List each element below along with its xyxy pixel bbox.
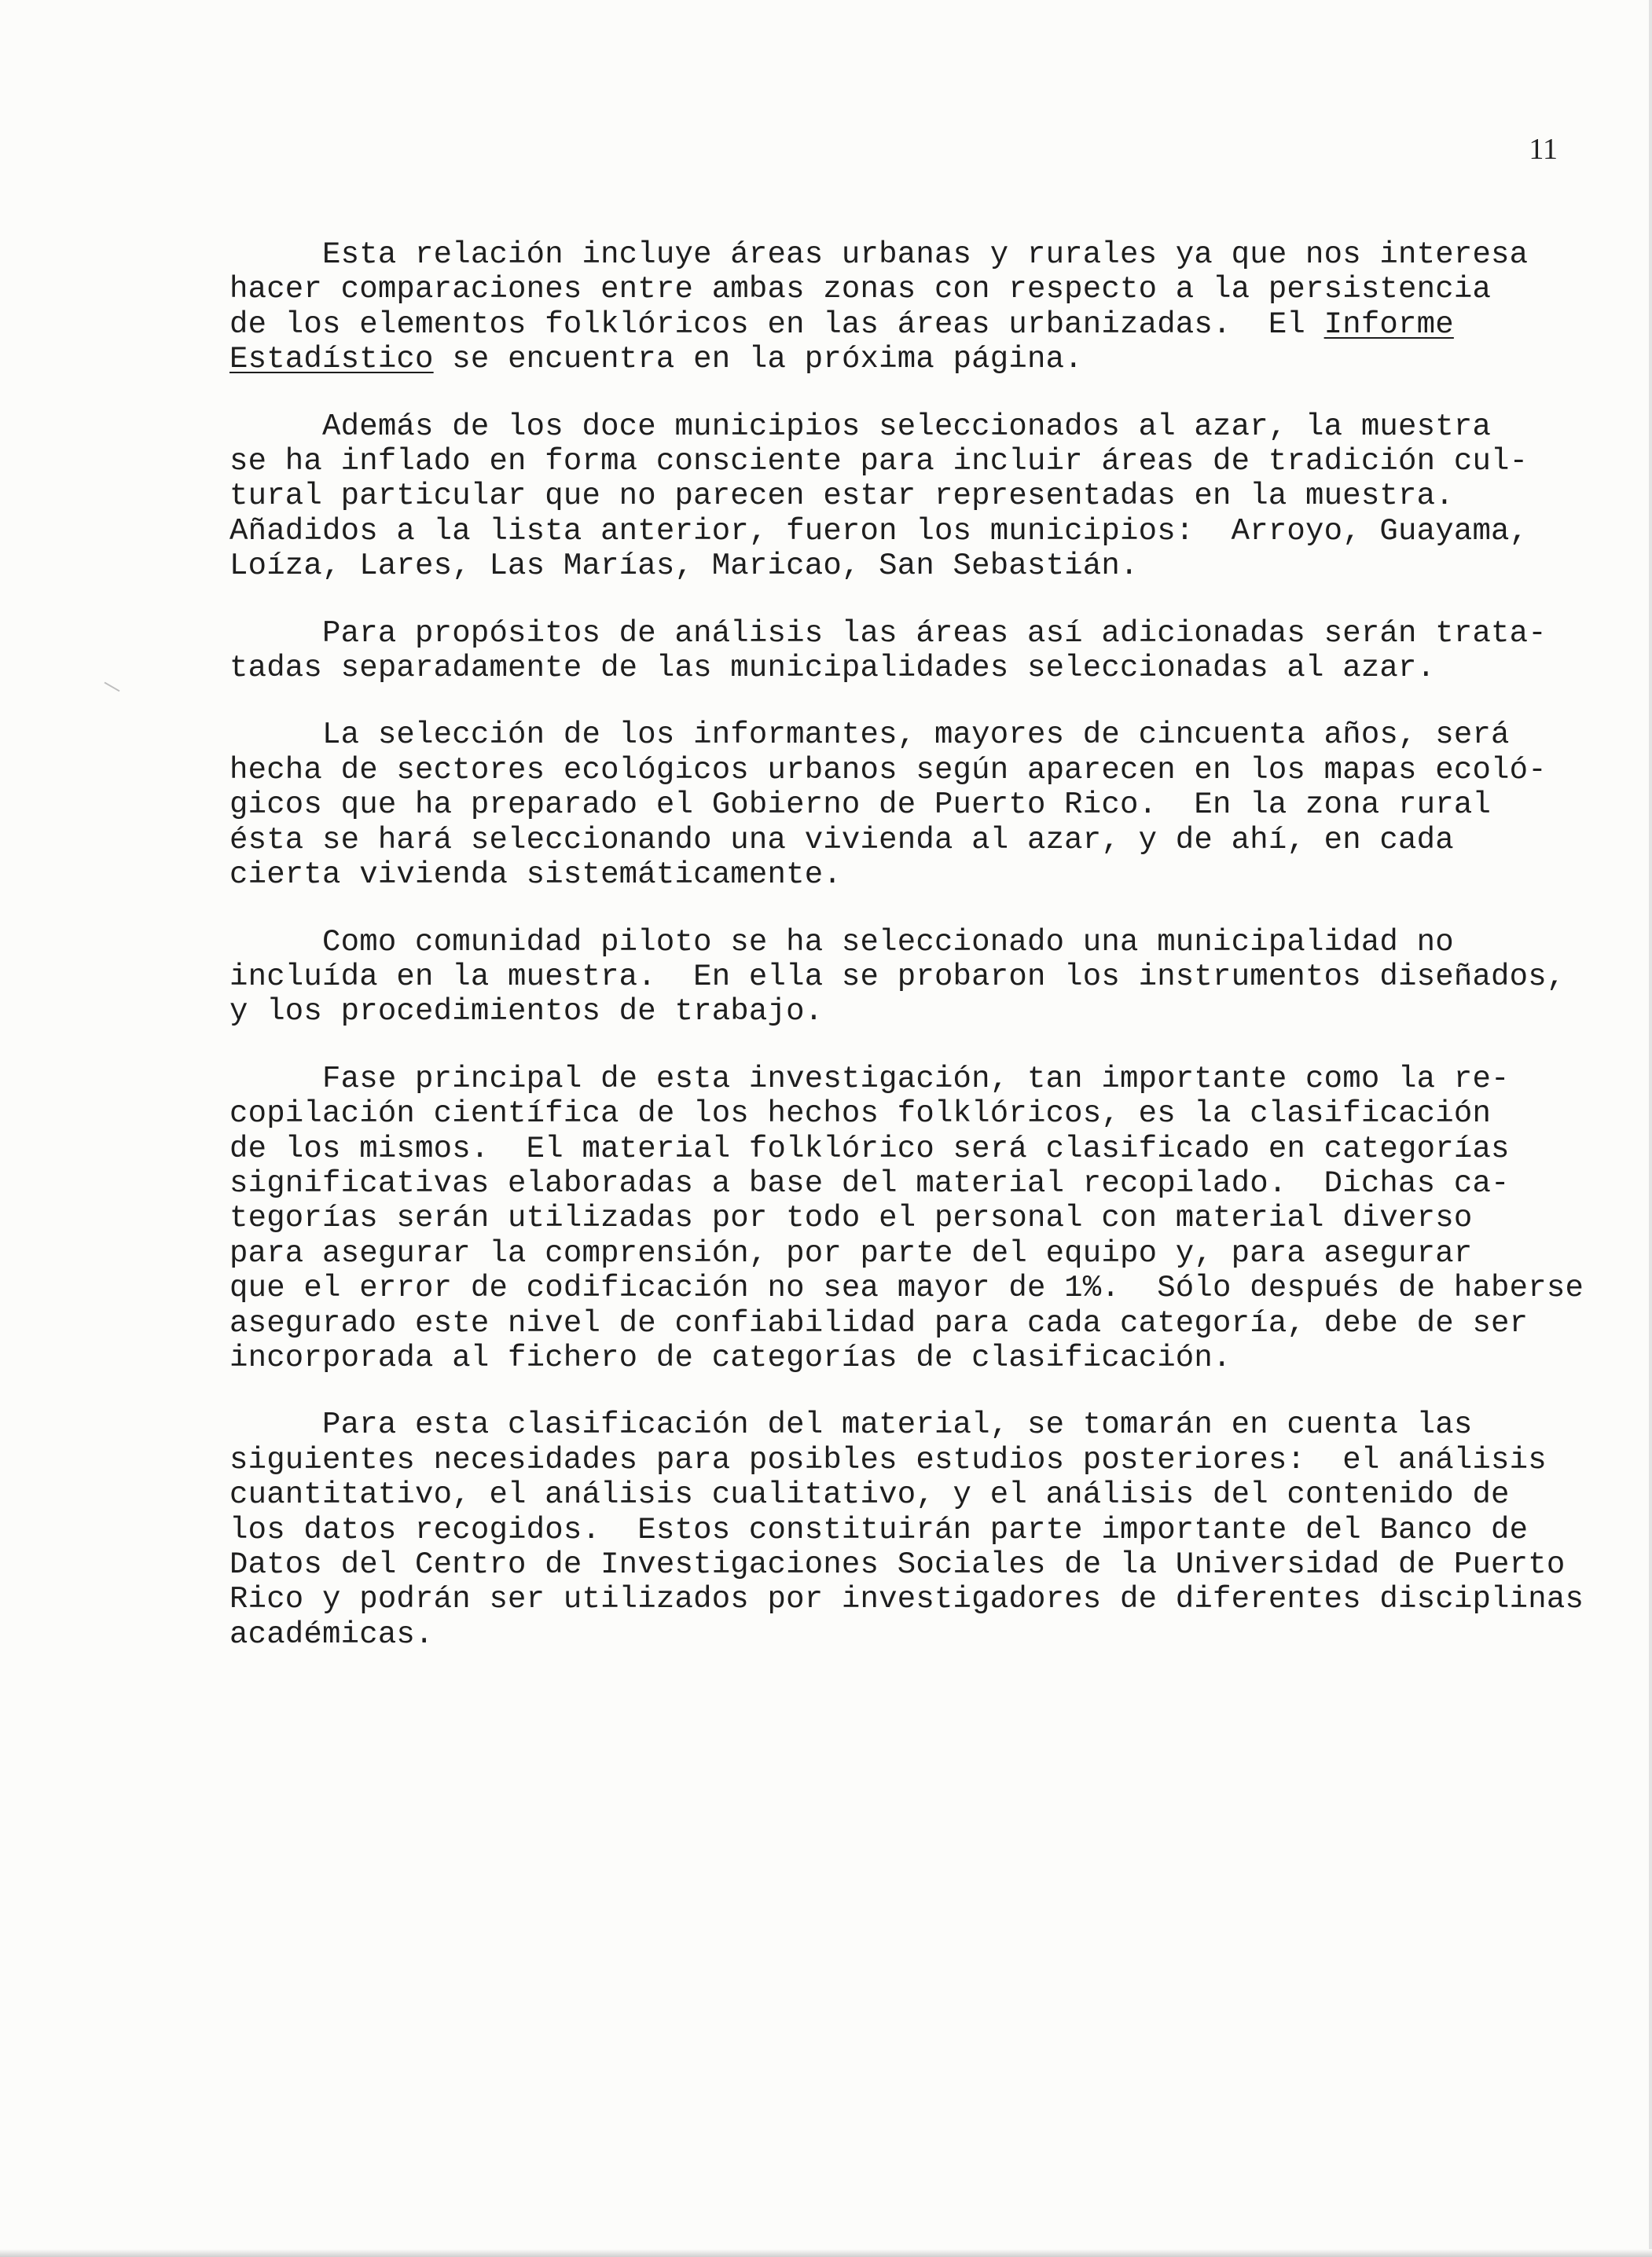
paragraph-1-tail: se encuentra en la próxima página.	[433, 342, 1083, 377]
body-text	[229, 237, 1584, 1684]
paragraph-3: Para propósitos de análisis las áreas así adicionadas serán trata- tadas separadamente de las municipalidades seleccionadas al azar.	[229, 615, 1547, 686]
paragraph-1-line-3: de los elementos folklóricos en las áreas urbanizadas. El	[229, 306, 1324, 342]
paragraph-7: Para esta clasificación del material, se tomarán en cuenta las siguientes necesidades para posibles estudios posteriores: el análisis cuantitativo, el análisis cualitativo, y el análisis del contenido de los datos recogidos. Estos constituirán parte importante del Banco de Datos del Centro de Investigaciones Sociales de la Universidad de Puerto Rico y podrán ser utilizados por investigadores de diferentes disciplinas académicas.	[229, 1407, 1584, 1652]
page-bottom-edge	[0, 2249, 1652, 2257]
page-edge	[1649, 0, 1652, 2257]
paragraph-1-line-1: Esta relación incluye áreas urbanas y rurales ya que nos interesa	[229, 237, 1529, 272]
underlined-informe: Informe	[1323, 306, 1454, 342]
paragraph-6: Fase principal de esta investigación, tan importante como la re- copilación científica de los hechos folklóricos, es la clasificación de los mismos. El material folklórico será clasificado en categorías significativas elaboradas a base del material recopilado. Dichas ca- tegorías serán utilizadas por todo el personal con material diverso para asegurar la comprensión, por parte del equipo y, para asegurar que el error de codificación no sea mayor de 1%. Sólo después de haberse asegurado este nivel de confiabilidad para cada categoría, debe de ser incorporada al fichero de categorías de clasificación.	[229, 1061, 1584, 1375]
paragraph-2: Además de los doce municipios seleccionados al azar, la muestra se ha inflado en forma consciente para incluir áreas de tradición cul- tural particular que no parecen estar representadas en la muestra. Añadidos a la lista anterior, fueron los municipios: Arroyo, Guayama, Loíza, Lares, Las Marías, Maricao, San Sebastián.	[229, 409, 1529, 584]
margin-mark	[98, 682, 119, 702]
paragraph-1	[229, 237, 1534, 377]
underlined-estadistico: Estadístico	[229, 342, 434, 377]
page-number: 11	[1529, 133, 1558, 166]
paragraph-4: La selección de los informantes, mayores de cincuenta años, será hecha de sectores ecológicos urbanos según aparecen en los mapas ecoló- gicos que ha preparado el Gobierno de Puerto Rico. En la zona rural ésta se hará seleccionando una vivienda al azar, y de ahí, en cada cierta vivienda sistemáticamente.	[229, 717, 1547, 893]
paragraph-5: Como comunidad piloto se ha seleccionado una municipalidad no incluída en la muestra. En ella se probaron los instrumentos diseñados, y los procedimientos de trabajo.	[229, 924, 1566, 1029]
paragraph-1-line-2: hacer comparaciones entre ambas zonas con respecto a la persistencia	[229, 272, 1492, 307]
